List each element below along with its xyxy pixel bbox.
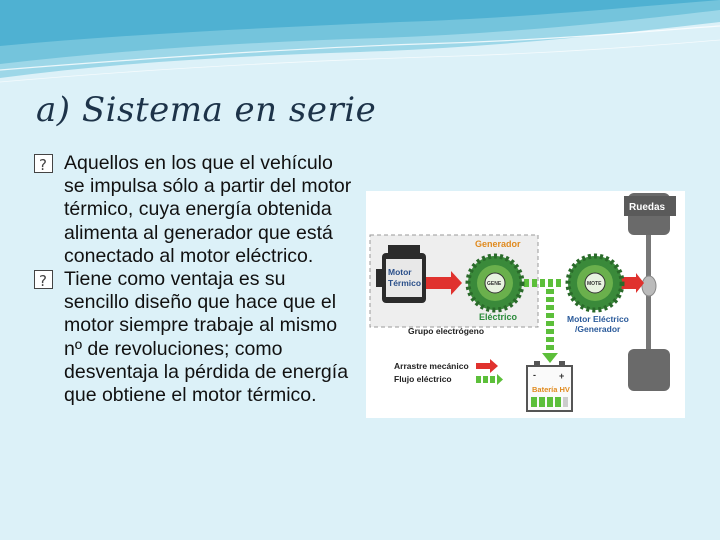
motor-electrico-label: Motor Eléctrico	[567, 314, 629, 324]
bullet-item	[34, 268, 354, 407]
motor-center-label: MOTE	[587, 281, 602, 287]
bateria-label: Batería HV	[532, 385, 570, 394]
electrico-label: Eléctrico	[479, 312, 518, 322]
legend-arrastre-label: Arrastre mecánico	[394, 361, 469, 371]
legend-mechanical-arrow	[476, 359, 498, 373]
slide-title: a) Sistema en serie	[36, 90, 377, 130]
grupo-electrogeno-label: Grupo electrógeno	[408, 326, 485, 336]
bullet-text: Aquellos en los que el vehículo se impulsa sólo a partir del motor térmico, cuya energía obtenida alimenta al generador que está conectado al motor eléctrico.	[64, 152, 352, 267]
generador-center-label: GENE	[487, 281, 502, 287]
wheel-bottom-icon	[628, 349, 670, 391]
motor-termico-label: Motor	[388, 267, 412, 277]
motor-termico-label-2: Térmico	[388, 278, 422, 288]
ruedas-label: Ruedas	[629, 202, 666, 213]
motor-electrico-label-2: /Generador	[575, 324, 621, 334]
bullet-glyph-icon	[34, 154, 53, 173]
legend-flujo-label: Flujo eléctrico	[394, 374, 452, 384]
bullet-item	[34, 152, 354, 268]
series-hybrid-diagram	[366, 191, 685, 418]
bullet-text: Tiene como ventaja es su sencillo diseño que hace que el motor siempre trabaje al mismo nº de revoluciones; como desventaja la pérdida de energía que obtiene el motor térmico.	[64, 268, 349, 407]
generador-label: Generador	[475, 239, 521, 249]
header-wave-decoration	[0, 0, 720, 90]
differential-icon	[642, 276, 656, 296]
svg-text:-: -	[533, 370, 536, 380]
legend-electric-arrow	[476, 374, 503, 385]
svg-text:+: +	[559, 371, 565, 381]
bullet-glyph-icon	[34, 270, 53, 289]
bullet-list	[34, 152, 354, 407]
